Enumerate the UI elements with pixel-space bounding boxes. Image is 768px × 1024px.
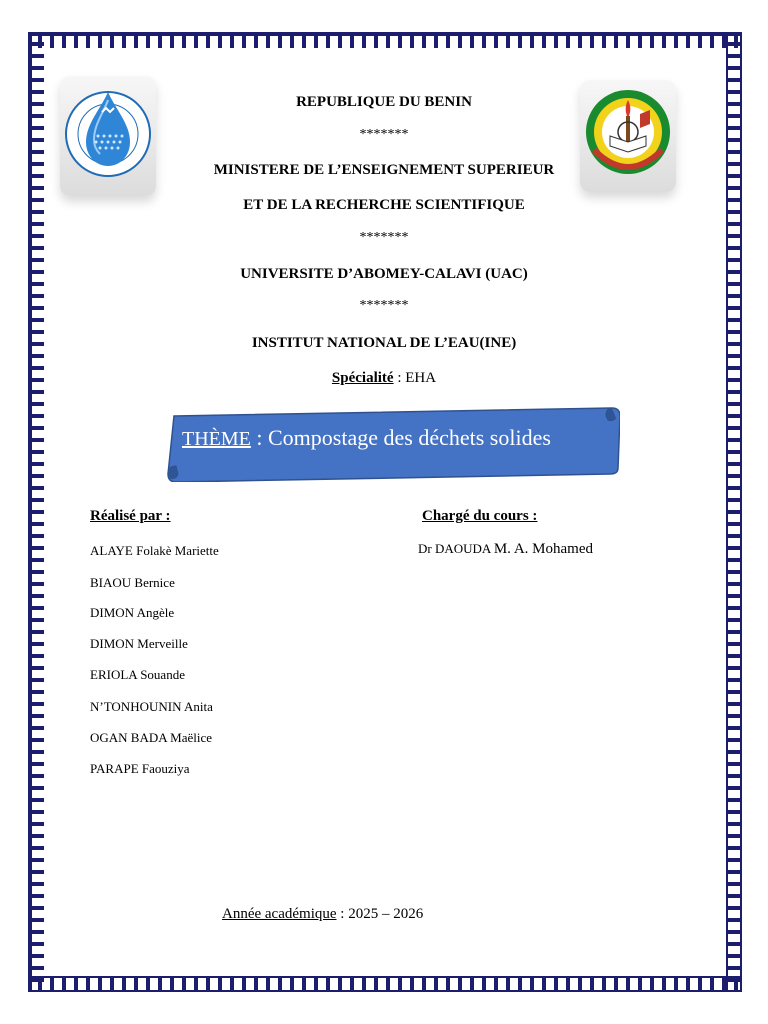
academic-year-value: : 2025 – 2026 — [336, 906, 424, 922]
page-border-top — [28, 32, 740, 48]
member-name: DIMON Merveille — [90, 636, 188, 651]
charge-heading: Chargé du cours : — [422, 508, 538, 524]
charge-lecturer — [418, 541, 593, 558]
member-name: PARAPE Faouziya — [90, 761, 190, 776]
header-republic: REPUBLIQUE DU BENIN — [296, 94, 472, 110]
theme-value: : Compostage des déchets solides — [250, 425, 551, 450]
realise-heading: Réalisé par : — [90, 508, 171, 524]
charge-name: M. A. Mohamed — [493, 541, 594, 557]
specialite-label: Spécialité — [331, 370, 394, 386]
member-name: ALAYE Folakè Mariette — [90, 543, 219, 558]
theme-label: THÈME — [182, 428, 251, 450]
page-border-bottom — [28, 976, 740, 992]
member-name: OGAN BADA Maëlice — [90, 730, 213, 745]
member-name: N’TONHOUNIN Anita — [90, 699, 213, 714]
header-university: UNIVERSITE D’ABOMEY-CALAVI (UAC) — [240, 266, 528, 282]
member-name: ERIOLA Souande — [90, 667, 185, 682]
member-name: DIMON Angèle — [90, 605, 175, 620]
charge-prefix: Dr DAOUDA — [418, 541, 494, 556]
specialite-value: : EHA — [393, 370, 437, 386]
member-name: BIAOU Bernice — [90, 575, 175, 590]
academic-year-label: Année académique — [222, 906, 337, 922]
header-separator: ******* — [359, 127, 409, 142]
theme-title — [182, 424, 612, 453]
specialite-line — [0, 370, 768, 387]
header-ministry: MINISTERE DE L’ENSEIGNEMENT SUPERIEUR — [213, 162, 555, 178]
header-institute: INSTITUT NATIONAL DE L’EAU(INE) — [251, 335, 517, 351]
academic-year — [222, 906, 423, 923]
header-ministry-continued: ET DE LA RECHERCHE SCIENTIFIQUE — [243, 197, 525, 213]
header-separator: ******* — [359, 230, 409, 245]
header-separator: ******* — [359, 298, 409, 313]
